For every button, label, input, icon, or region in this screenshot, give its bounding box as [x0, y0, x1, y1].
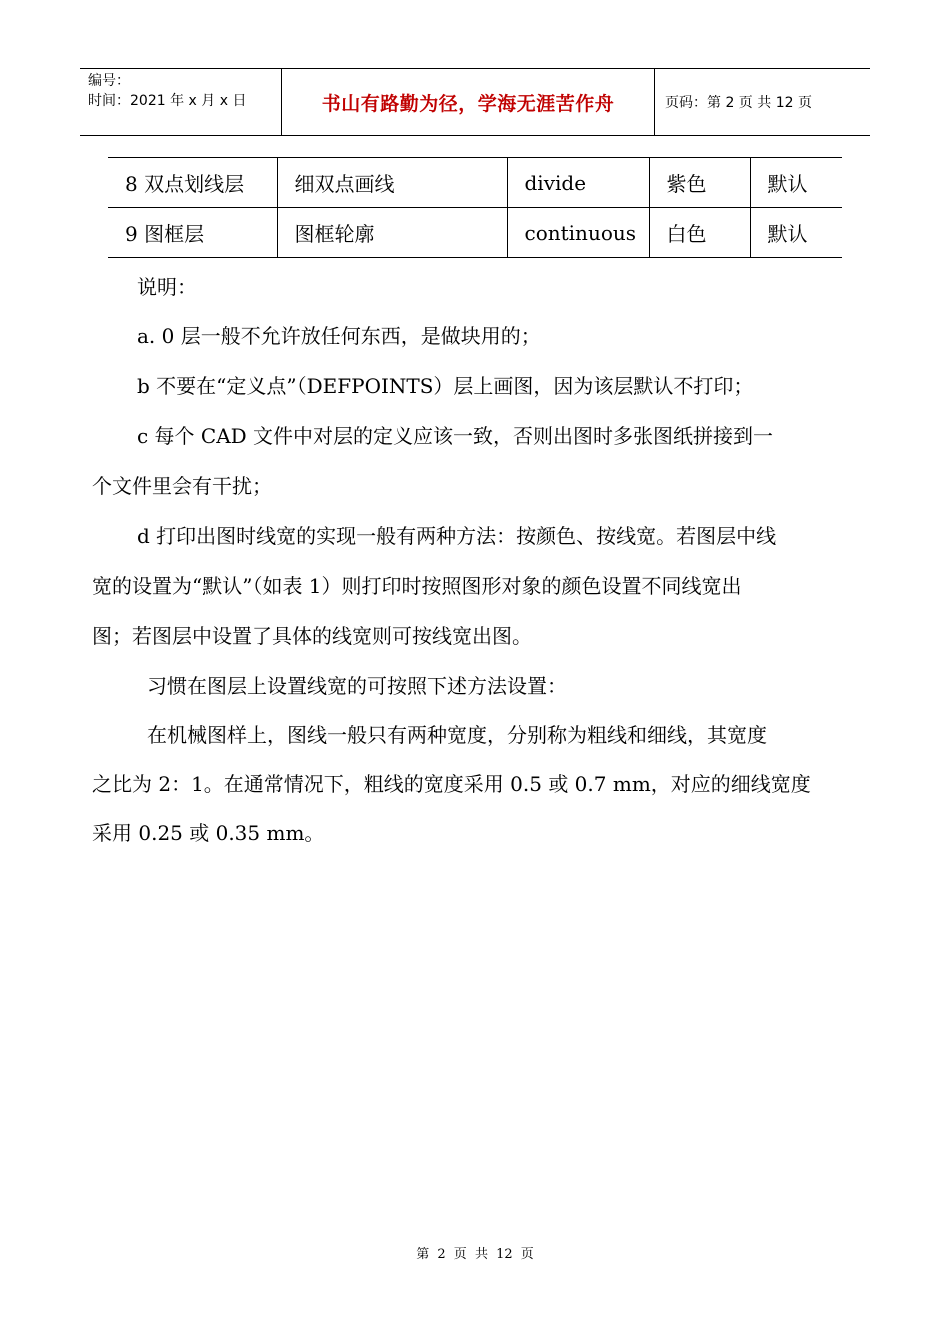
footer-text: 页	[520, 1247, 534, 1262]
note-c-line-1: c 每个 CAD 文件中对层的定义应该一致，否则出图时多张图纸拼接到一	[137, 424, 774, 448]
paragraph-line-1: 在机械图样上，图线一般只有两种宽度，分别称为粗线和细线，其宽度	[147, 723, 767, 747]
footer-text: 页	[453, 1247, 467, 1262]
note-a: a. 0 层一般不允许放任何东西，是做块用的；	[137, 324, 541, 348]
footer-total-pages: 12	[496, 1247, 513, 1262]
layer-table	[108, 157, 842, 258]
table-cell: continuous	[507, 208, 649, 258]
page-footer	[0, 1246, 950, 1264]
header-page-label: 页码：第 2 页 共 12 页	[665, 95, 812, 111]
header-meta	[80, 69, 282, 135]
paragraph-line-3: 采用 0.25 或 0.35 mm。	[92, 821, 325, 845]
page-header	[80, 68, 870, 136]
notes-heading: 说明：	[137, 275, 197, 299]
paragraph-line-2: 之比为 2：1。在通常情况下，粗线的宽度采用 0.5 或 0.7 mm，对应的细线宽度	[92, 772, 811, 796]
table-cell: 8 双点划线层	[108, 158, 277, 208]
note-d-line-2: 宽的设置为“默认”（如表 1）则打印时按照图形对象的颜色设置不同线宽出	[92, 574, 742, 598]
footer-text: 第	[416, 1247, 430, 1262]
table-cell: 默认	[750, 158, 842, 208]
table-cell: 白色	[649, 208, 750, 258]
footer-text: 共	[474, 1247, 488, 1262]
document-date-label: 时间：2021 年 x 月 x 日	[88, 93, 247, 109]
table-cell: 默认	[750, 208, 842, 258]
table-cell: 9 图框层	[108, 208, 277, 258]
note-d-line-3: 图；若图层中设置了具体的线宽则可按线宽出图。	[92, 624, 532, 648]
header-motto: 书山有路勤为径，学海无涯苦作舟	[282, 69, 655, 135]
table-cell: 图框轮廓	[277, 208, 507, 258]
table-row	[108, 158, 842, 208]
paragraph-intro: 习惯在图层上设置线宽的可按照下述方法设置：	[147, 674, 567, 698]
table-cell: divide	[507, 158, 649, 208]
table-cell: 紫色	[649, 158, 750, 208]
table-cell: 细双点画线	[277, 158, 507, 208]
note-d-line-1: d 打印出图时线宽的实现一般有两种方法：按颜色、按线宽。若图层中线	[137, 524, 777, 548]
note-c-line-2: 个文件里会有干扰；	[92, 474, 272, 498]
note-b: b 不要在“定义点”（DEFPOINTS）层上画图，因为该层默认不打印；	[137, 374, 754, 398]
document-number-label: 编号：	[88, 73, 130, 89]
table-row	[108, 208, 842, 258]
footer-current-page: 2	[437, 1247, 446, 1262]
